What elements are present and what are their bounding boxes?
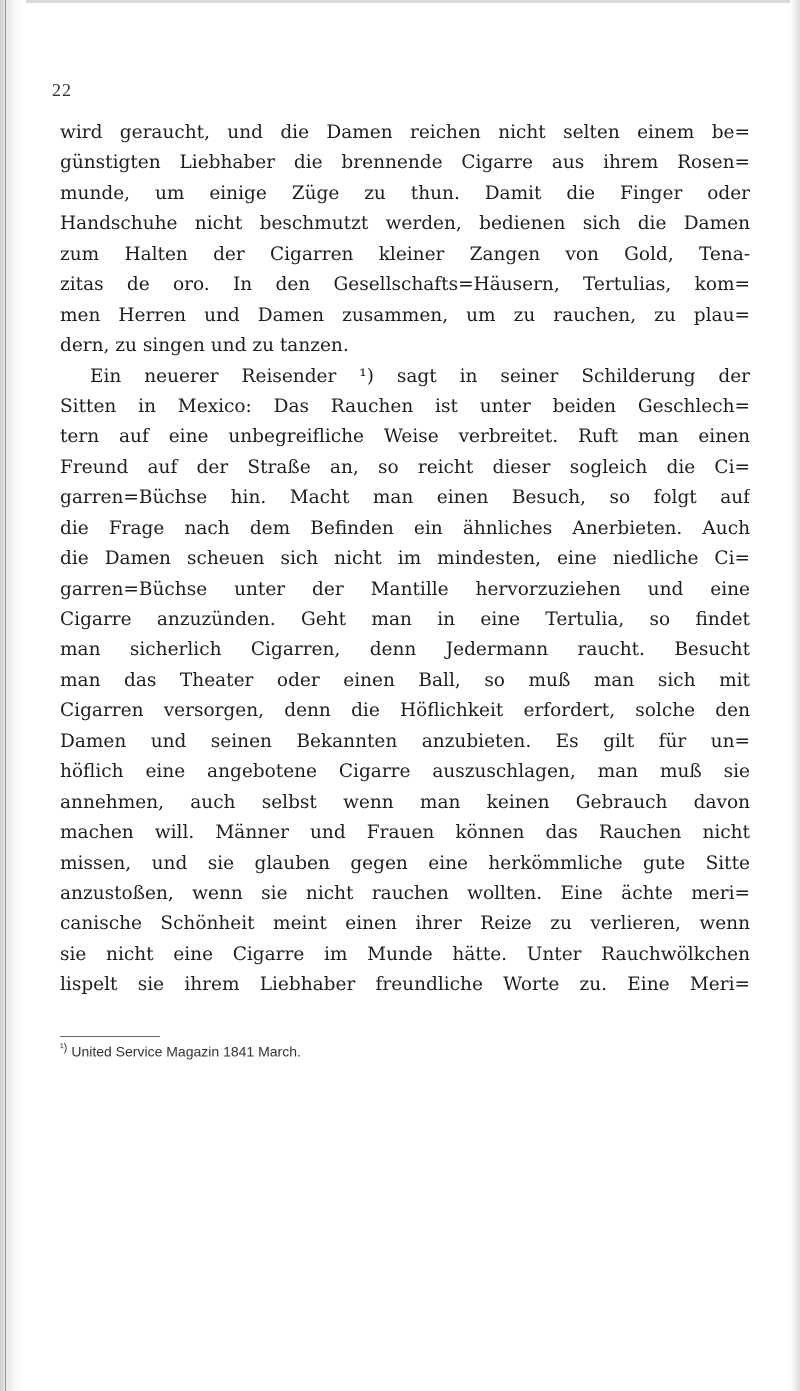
- text-line: Cigarre anzuzünden. Geht man in eine Tertulia, so findet: [60, 609, 750, 630]
- text-line: man das Theater oder einen Ball, so muß man sich mit: [60, 669, 750, 691]
- text-line: höflich eine angebotene Cigarre auszuschlagen, man muß sie: [60, 761, 750, 783]
- text-line: Ein neuerer Reisender ¹) sagt in seiner Schilderung der: [90, 365, 750, 387]
- text-line: dern, zu singen und zu tanzen.: [60, 335, 349, 357]
- footnote-text: United Service Magazin 1841 March.: [71, 1043, 301, 1060]
- text-line: machen will. Männer und Frauen können das Rauchen nicht: [60, 822, 750, 844]
- text-line: Handschuhe nicht beschmutzt werden, bedienen sich die Damen: [60, 213, 750, 235]
- text-line: man sicherlich Cigarren, denn Jedermann raucht. Besucht: [60, 639, 750, 661]
- text-line: günstigten Liebhaber die brennende Cigarre aus ihrem Rosen=: [60, 152, 750, 174]
- text-line: tern auf eine unbegreifliche Weise verbreitet. Ruft man einen: [60, 426, 750, 448]
- text-line: die Damen scheuen sich nicht im mindesten, eine niedliche Ci=: [60, 548, 750, 570]
- text-line: annehmen, auch selbst wenn man keinen Gebrauch davon: [60, 791, 750, 813]
- text-line: die Frage nach dem Befinden ein ähnliches Anerbieten. Auch: [60, 517, 750, 539]
- text-line: Damen und seinen Bekannten anzubieten. Es gilt für un=: [60, 730, 750, 752]
- text-line: wird geraucht, und die Damen reichen nicht selten einem be=: [60, 122, 750, 143]
- page-edge-top: [0, 0, 800, 3]
- text-line: munde, um einige Züge zu thun. Damit die Finger oder: [60, 182, 750, 204]
- text-line: zum Halten der Cigarren kleiner Zangen von Gold, Tena-: [60, 243, 750, 265]
- text-line: anzustoßen, wenn sie nicht rauchen wollten. Eine ächte meri=: [60, 882, 750, 904]
- text-line: zitas de oro. In den Gesellschafts=Häusern, Tertulias, kom=: [60, 274, 750, 296]
- text-line: missen, und sie glauben gegen eine herkömmliche gute Sitte: [60, 852, 750, 874]
- page-edge-left: [0, 0, 26, 1391]
- footnote-divider: [60, 1036, 160, 1037]
- text-line: garren=Büchse unter der Mantille hervorzuziehen und eine: [60, 578, 750, 600]
- text-line: sie nicht eine Cigarre im Munde hätte. Unter Rauchwölkchen: [60, 943, 750, 965]
- footnote: [60, 1042, 301, 1060]
- footnote-marker: ¹): [60, 1042, 68, 1054]
- text-line: men Herren und Damen zusammen, um zu rauchen, zu plau=: [60, 304, 750, 326]
- body-text: [60, 118, 750, 1001]
- page-edge-right: [790, 0, 800, 1391]
- text-line: Cigarren versorgen, denn die Höflichkeit erfordert, solche den: [60, 700, 750, 722]
- text-line: Sitten in Mexico: Das Rauchen ist unter beiden Geschlech=: [60, 395, 750, 417]
- text-line: lispelt sie ihrem Liebhaber freundliche Worte zu. Eine Meri=: [60, 974, 750, 996]
- text-line: Freund auf der Straße an, so reicht dieser sogleich die Ci=: [60, 456, 750, 478]
- text-line: canische Schönheit meint einen ihrer Reize zu verlieren, wenn: [60, 913, 750, 935]
- text-line: garren=Büchse hin. Macht man einen Besuch, so folgt auf: [60, 487, 750, 509]
- page-number: 22: [52, 80, 72, 100]
